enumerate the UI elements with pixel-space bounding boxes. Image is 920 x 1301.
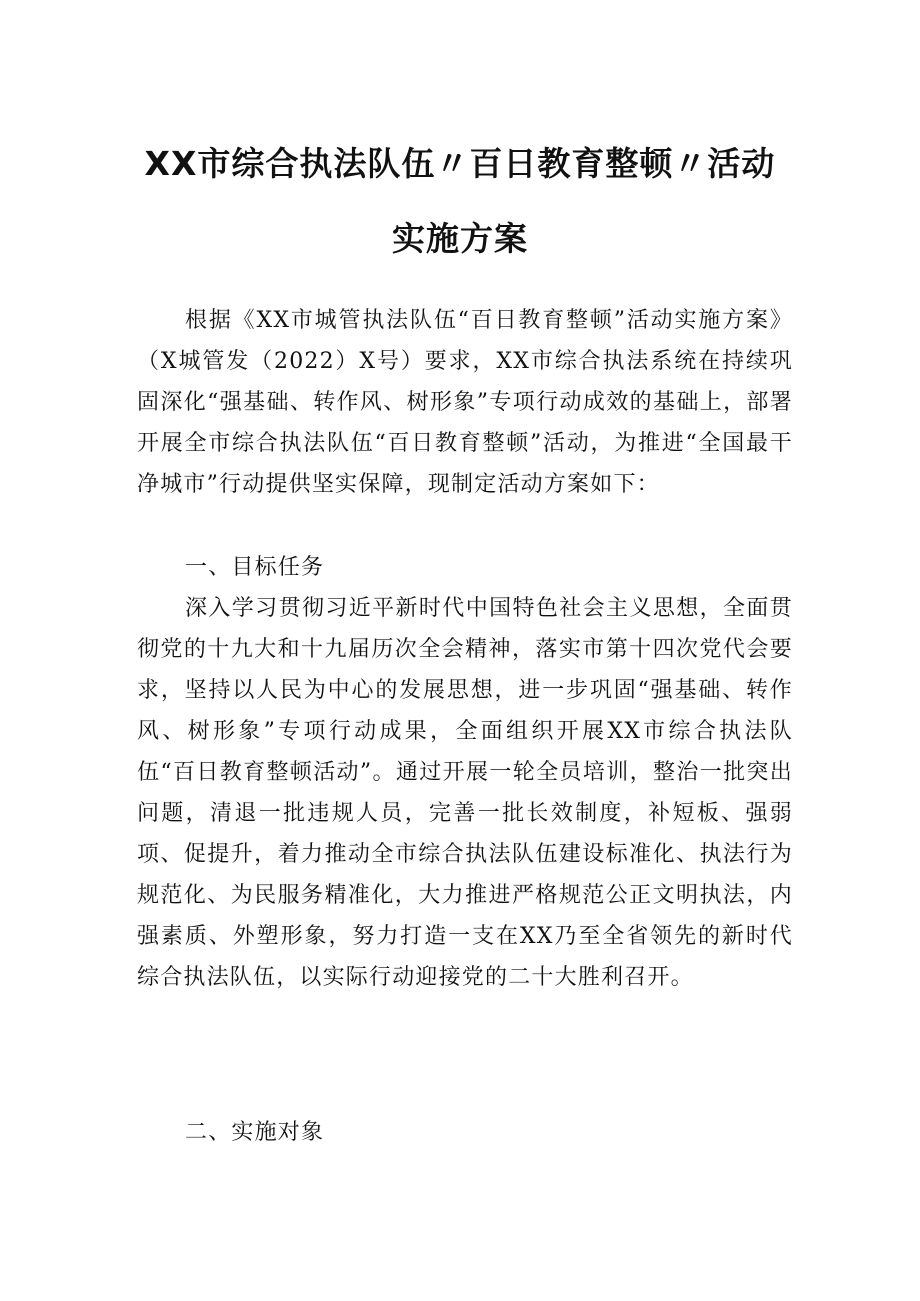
section-heading-goals: 一、目标任务	[185, 555, 325, 580]
document-title-line-2: 实施方案	[392, 219, 528, 258]
goals-paragraph: 深入学习贯彻习近平新时代中国特色社会主义思想，全面贯彻党的十九大和十九届历次全会精神，落实市第十四次党代会要求，坚持以人民为中心的发展思想，进一步巩固“强基础、转作风、树形象”专项行动成果，全面组织开展XX市综合执法队伍“百日教育整顿活动”。通过开展一轮全员培训，整治一批突出问题，清退一批违规人员，完善一批长效制度，补短板、强弱项、促提升，着力推动全市综合执法队伍建设标准化、执法行为规范化、为民服务精准化，大力推进严格规范公正文明执法，内强素质、外塑形象，努力打造一支在XX乃至全省领先的新时代综合执法队伍，以实际行动迎接党的二十大胜利召开。	[137, 596, 793, 990]
intro-paragraph: 根据《XX市城管执法队伍“百日教育整顿”活动实施方案》（X城管发（2022）X号）要求，XX市综合执法系统在持续巩固深化“强基础、转作风、树形象”专项行动成效的基础上，部署开展全市综合执法队伍“百日教育整顿”活动，为推进“全国最干净城市”行动提供坚实保障，现制定活动方案如下：	[137, 308, 793, 497]
document-title-line-1: XX市综合执法队伍〃百日教育整顿〃活动	[144, 144, 776, 183]
section-heading-targets: 二、实施对象	[185, 1120, 325, 1145]
